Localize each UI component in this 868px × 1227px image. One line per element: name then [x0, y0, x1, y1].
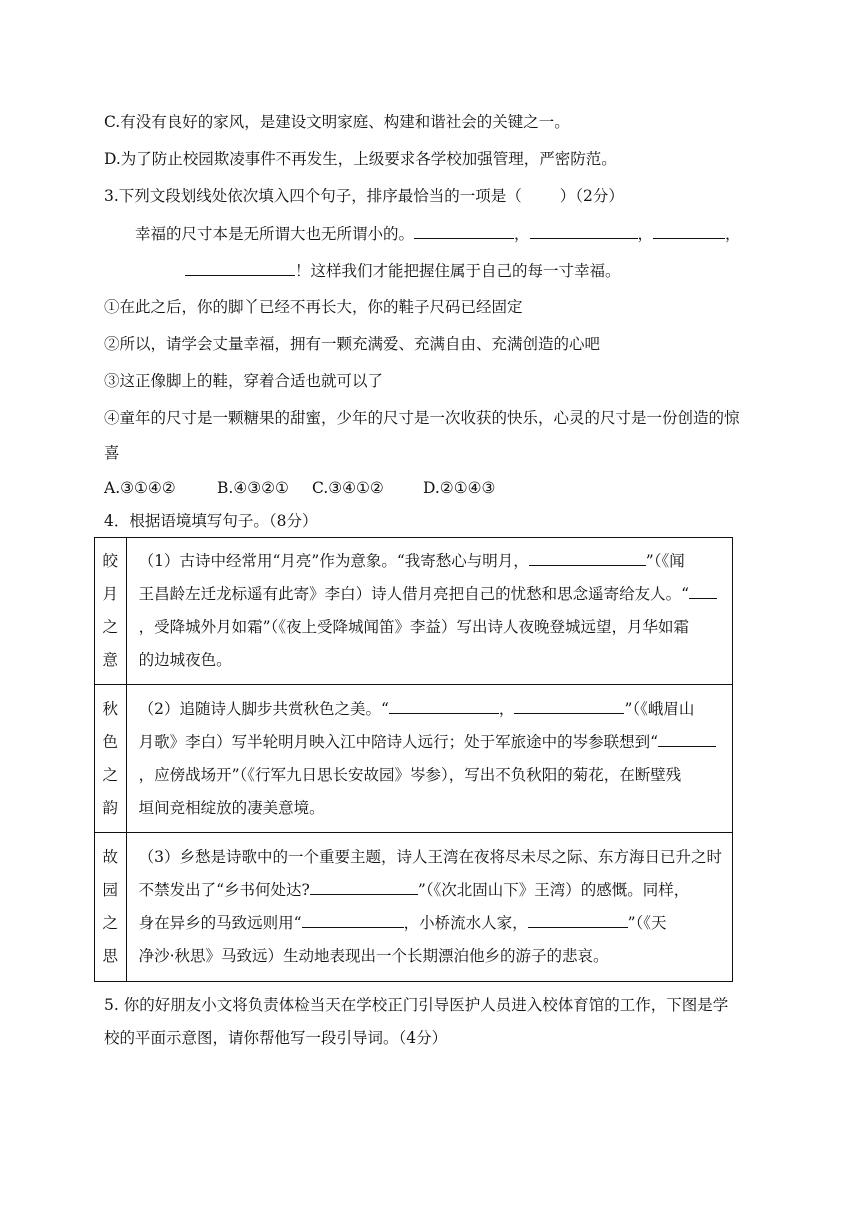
text: 的边城夜色。	[138, 651, 232, 669]
fill-blank[interactable]	[528, 911, 628, 928]
text: 不禁发出了“乡书何处达?	[138, 881, 310, 899]
text: ”（《天	[627, 914, 667, 932]
text: （3）乡愁是诗歌中的一个重要主题，诗人王湾在夜将尽未尽之际、东方海日已升之时	[138, 848, 722, 866]
text: ，应傍战场开”（《行军九日思长安故园》岑参），写出不负秋阳的菊花，在断壁残	[138, 765, 682, 784]
q5-line2: 校的平面示意图，请你帮他写一段引导词。（4分）	[104, 1029, 448, 1047]
q3-score: ）（2分）	[559, 187, 624, 205]
fill-blank[interactable]	[302, 911, 404, 928]
q3-stem	[104, 185, 624, 207]
text: ，小桥流水人家，	[403, 914, 528, 932]
option-d: D.为了防止校园欺凌事件不再发生，上级要求各学校加强管理，严密防范。	[104, 150, 617, 168]
text: 王昌龄左迁龙标遥有此寄》李白）诗人借月亮把自己的忧愁和思念遥寄给友人。“	[138, 585, 690, 603]
topic-char: 意	[102, 651, 119, 669]
q3-stem-text: 3.下列文段划线处依次填入四个句子，排序最恰当的一项是（	[104, 187, 522, 205]
topic-char: 之	[102, 618, 119, 636]
text: （1）古诗中经常用“月亮”作为意象。“我寄愁心与明月，	[138, 552, 529, 570]
q3-item-4-cont: 喜	[104, 444, 120, 462]
topic-char: 色	[102, 732, 119, 751]
text: ”（《次北固山下》王湾）的感慨。同样，	[417, 881, 690, 899]
q3-sep3: ，	[725, 225, 741, 243]
topic-char: 韵	[102, 798, 119, 817]
fill-blank[interactable]	[185, 259, 295, 276]
q3-item-4: ④童年的尺寸是一颗糖果的甜蜜，少年的尺寸是一次收获的快乐，心灵的尺寸是一份创造的惊	[104, 409, 740, 427]
fill-blank[interactable]	[530, 222, 638, 239]
topic-char: 园	[102, 881, 119, 899]
q3-passage-text: 幸福的尺寸本是无所谓大也无所谓小的。	[135, 225, 415, 243]
row-topic	[95, 833, 127, 982]
text: 身在异乡的马致远则用“	[138, 914, 302, 932]
text: ”（《闻	[645, 552, 685, 570]
text: 净沙·秋思》马致远）生动地表现出一个长期漂泊他乡的游子的悲哀。	[138, 947, 609, 965]
row-topic	[95, 685, 127, 833]
q4-title: 4．根据语境填写句子。（8分）	[104, 512, 318, 530]
fill-blank[interactable]	[514, 697, 624, 714]
q3-item-1: ①在此之后，你的脚丫已经不再长大，你的鞋子尺码已经固定	[104, 298, 523, 316]
row-topic	[95, 538, 127, 685]
text: ，受降城外月如霜”（《夜上受降城闻笛》李益）写出诗人夜晚登城远望，月华如霜	[138, 618, 690, 636]
fill-blank[interactable]	[389, 697, 499, 714]
fill-blank[interactable]	[529, 549, 646, 566]
q3-choices	[104, 477, 495, 499]
table-row	[95, 833, 733, 982]
fill-blank[interactable]	[658, 730, 716, 747]
fill-blank[interactable]	[310, 878, 418, 895]
q3-passage-line1	[135, 222, 741, 245]
topic-char: 月	[102, 585, 119, 603]
fill-blank[interactable]	[653, 222, 725, 239]
fill-blank[interactable]	[689, 582, 717, 599]
q3-sep1: ，	[514, 225, 530, 243]
row-content	[126, 685, 732, 833]
q5-line1: 5. 你的好朋友小文将负责体检当天在学校正门引导医护人员进入校体育馆的工作，下图是学	[104, 996, 729, 1014]
row-content	[126, 538, 732, 685]
table-row	[95, 685, 733, 833]
topic-char: 思	[102, 947, 119, 965]
text: ，	[498, 699, 515, 718]
table-row	[95, 538, 733, 685]
text: ”（《峨眉山	[624, 699, 695, 718]
topic-char: 故	[102, 848, 119, 866]
choice-b[interactable]: B.④③②①	[217, 479, 289, 497]
choice-c[interactable]: C.③④①②	[312, 479, 384, 497]
topic-char: 之	[102, 765, 119, 784]
q3-passage-end: ！这样我们才能把握住属于自己的每一寸幸福。	[295, 262, 621, 280]
topic-char: 皎	[102, 552, 119, 570]
text: （2）追随诗人脚步共赏秋色之美。“	[138, 699, 389, 718]
text: 月歌》李白）写半轮明月映入江中陪诗人远行；处于军旅途中的岑参联想到“	[138, 732, 659, 751]
topic-char: 秋	[102, 699, 119, 718]
choice-a[interactable]: A.③①④②	[104, 479, 176, 497]
choice-d[interactable]: D.②①④③	[423, 479, 496, 497]
text: 垣间竞相绽放的凄美意境。	[138, 798, 325, 817]
q3-sep2: ，	[637, 225, 654, 243]
q3-item-2: ②所以，请学会丈量幸福，拥有一颗充满爱、充满自由、充满创造的心吧	[104, 335, 601, 353]
fill-blank[interactable]	[414, 222, 514, 239]
row-content	[126, 833, 732, 982]
topic-char: 之	[102, 914, 119, 932]
q3-item-3: ③这正像脚上的鞋，穿着合适也就可以了	[104, 372, 384, 390]
q4-table	[94, 537, 733, 982]
option-c: C.有没有良好的家风，是建设文明家庭、构建和谐社会的关键之一。	[104, 113, 570, 131]
q3-passage-line2	[185, 259, 621, 282]
